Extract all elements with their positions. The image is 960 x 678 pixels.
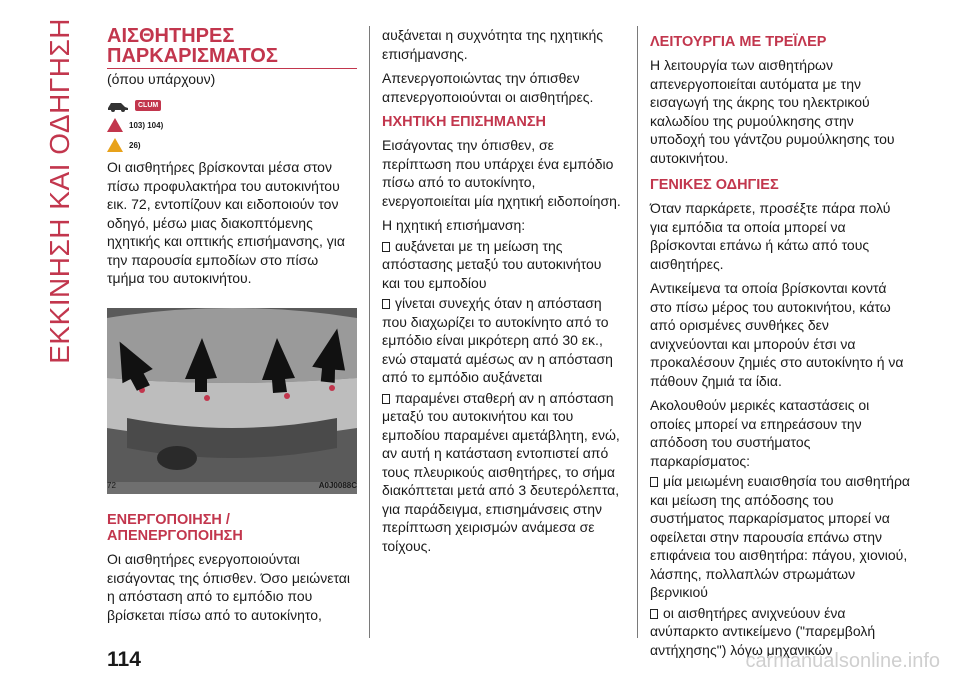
section-title: ΑΙΣΘΗΤΗΡΕΣ ΠΑΡΚΑΡΙΣΜΑΤΟΣ <box>107 25 278 67</box>
bullet-box-icon <box>382 394 390 404</box>
paragraph: αυξάνεται η συχνότητα της ηχητικής επισήμανσης. <box>382 27 603 62</box>
column-divider <box>637 26 638 638</box>
general-instructions-heading: ΓΕΝΙΚΕΣ ΟΔΗΓΙΕΣ <box>650 177 779 193</box>
figure-number: 72 <box>107 481 116 490</box>
bullet-box-icon <box>382 242 390 252</box>
chapter-side-tab <box>40 18 80 658</box>
paragraph: Ακολουθούν μερικές καταστάσεις οι οποίες μπορεί να επηρεάσουν την απόδοση του συστήματος παρκαρίσματος: <box>650 397 870 469</box>
list-item: γίνεται συνεχής όταν η απόσταση που διαχωρίζει το αυτοκίνητο από το εμπόδιο είναι μικρότερη από 30 εκ., ενώ σταματά αμέσως αν η απόσταση από το εμπόδιο αυξάνεται <box>382 295 613 385</box>
audible-signal-heading: ΗΧΗΤΙΚΗ ΕΠΙΣΗΜΑΝΣΗ <box>382 114 547 130</box>
option-badge-icon: CLUM <box>135 100 161 111</box>
warning-triangle-icon <box>107 118 123 132</box>
bullet-box-icon <box>650 477 658 487</box>
option-icon-row <box>107 98 357 112</box>
figure-code: A0J0088C <box>318 481 357 490</box>
caution-refs: 26) <box>129 140 141 150</box>
subtitle: (όπου υπάρχουν) <box>107 71 216 87</box>
paragraph: Απενεργοποιώντας την όπισθεν απενεργοποιούνται οι αισθητήρες. <box>382 70 594 105</box>
activation-heading: ΕΝΕΡΓΟΠΟΙΗΣΗ / ΑΠΕΝΕΡΓΟΠΟΙΗΣΗ <box>107 512 243 544</box>
list-item: μία μειωμένη ευαισθησία του αισθητήρα και μείωση της απόδοσης του συστήματος παρκαρίσματος μπορεί να οφείλεται στην παρουσία επάνω στην επιφάνεια του αισθητήρα: πάγου, χιονιού, λάσπης, πολλαπλών στρωμάτων βερνικιού <box>650 473 910 600</box>
warning-refs-row <box>107 118 357 132</box>
intro-paragraph: Οι αισθητήρες βρίσκονται μέσα στον πίσω προφυλακτήρα του αυτοκινήτου εικ. 72, εντοπίζουν και ειδοποιούν τον οδηγό, μέσω μιας διακοπτόμενης ηχητικής και οπτικής επισήμανσης, για την παρουσία εμποδίων στο πίσω τμήμα του αυτοκινήτου. <box>107 159 345 286</box>
car-icon <box>107 98 129 112</box>
rear-bumper-figure <box>107 308 357 494</box>
warning-refs: 103) 104) <box>129 120 164 130</box>
list-item: οι αισθητήρες ανιχνεύουν ένα ανύπαρκτο αντικείμενο ("παρεμβολή αντήχησης") λόγω μηχανικών <box>650 604 876 658</box>
paragraph: Αντικείμενα τα οποία βρίσκονται κοντά στο πίσω μέρος του αυτοκινήτου, κάτω από ορισμένες συνθήκες δεν ανιχνεύονται και μπορούν έτσι να προκαλέσουν ζημιές στο αυτοκίνητο ή να πάθουν ζημιά τα ίδια. <box>650 280 904 389</box>
bullet-box-icon <box>382 299 390 309</box>
column-2 <box>382 26 622 561</box>
column-1-lower <box>107 512 357 630</box>
caution-hand-icon <box>107 138 123 152</box>
title-rule <box>107 68 357 69</box>
activation-paragraph: Οι αισθητήρες ενεργοποιούνται εισάγοντας της όπισθεν. Όσο μειώνεται η απόσταση από το εμπόδιο που βρίσκεται πίσω από το αυτοκίνητο, <box>107 551 350 623</box>
column-3 <box>650 26 910 665</box>
figure-caption <box>107 481 357 495</box>
list-item: αυξάνεται με τη μείωση της απόστασης μεταξύ του αυτοκινήτου και του εμποδίου <box>382 237 602 291</box>
paragraph: Η λειτουργία των αισθητήρων απενεργοποιείται αυτόματα με την εισαγωγή της άκρης του ηλεκτρικού καλωδίου της ρυμούλκησης στην υποδοχή του γάντζου ρυμούλκησης του αυτοκινήτου. <box>650 57 895 166</box>
column-1 <box>107 26 357 294</box>
bullet-box-icon <box>650 609 658 619</box>
caution-refs-row <box>107 138 357 152</box>
column-divider <box>369 26 370 638</box>
paragraph: Όταν παρκάρετε, προσέξτε πάρα πολύ για εμπόδια τα οποία μπορεί να βρίσκονται επάνω ή κάτω από τους αισθητήρες. <box>650 200 891 272</box>
chapter-title: ΕΚΚΙΝΗΣΗ ΚΑΙ ΟΔΗΓΗΣΗ <box>44 18 75 364</box>
watermark: carmanualsonline.info <box>745 650 940 672</box>
paragraph: Εισάγοντας την όπισθεν, σε περίπτωση που υπάρχει ένα εμπόδιο πίσω από το αυτοκίνητο, ενεργοποιείται μία ηχητική ειδοποίηση. <box>382 137 621 209</box>
paragraph: Η ηχητική επισήμανση: <box>382 217 526 233</box>
rear-bumper-illustration <box>107 308 357 482</box>
list-item: παραμένει σταθερή αν η απόσταση μεταξύ του αυτοκινήτου και του εμποδίου παραμένει αμετάβλητη, ενώ, αν αυτή η κατάσταση εντοπιστεί από τους πλευρικούς αισθητήρες, το σήμα διακόπτεται μετά από 3 δευτερόλεπτα, για παράδειγμα, επισημάνσεις στην περίπτωση χειρισμών ανάμεσα σε τοίχους. <box>382 389 620 554</box>
trailer-heading: ΛΕΙΤΟΥΡΓΙΑ ΜΕ ΤΡΕΪΛΕΡ <box>650 34 827 50</box>
page-number: 114 <box>107 648 141 671</box>
